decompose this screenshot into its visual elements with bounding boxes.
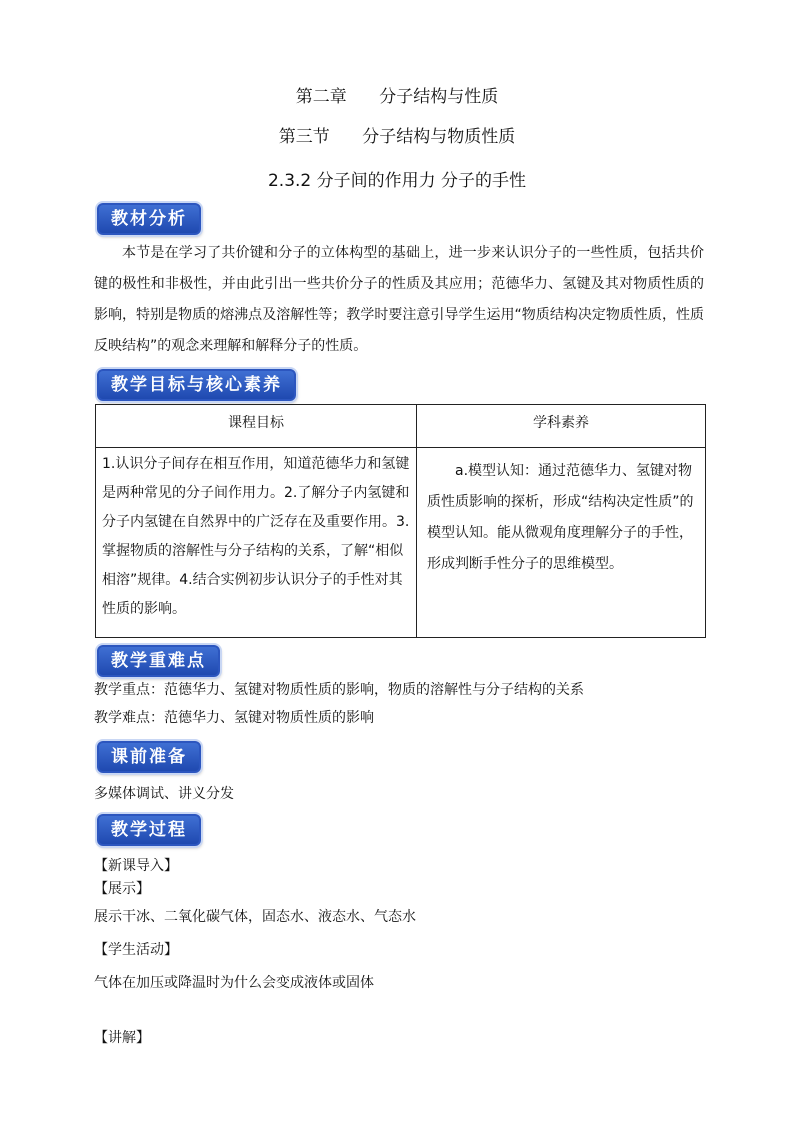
section-badge-preparation: 课前准备 (97, 741, 201, 773)
process-lecture-label: 【讲解】 (94, 1030, 150, 1046)
chapter-title: 第二章 分子结构与性质 (295, 87, 499, 107)
process-activity-text: 气体在加压或降温时为什么会变成液体或固体 (94, 975, 374, 991)
table-header-literacy: 学科素养 (417, 405, 706, 448)
course-goals-cell (96, 448, 417, 638)
process-intro-label: 【新课导入】 (94, 858, 178, 874)
table-header-course-goals: 课程目标 (96, 405, 417, 448)
section-badge-process: 教学过程 (97, 814, 201, 846)
analysis-paragraph: 本节是在学习了共价键和分子的立体构型的基础上，进一步来认识分子的一些性质，包括共价键的极性和非极性，并由此引出一些共价分子的性质及其应用；范德华力、氢键及其对物质性质的影响，特别是物质的熔沸点及溶解性等；教学时要注意引导学生运用“物质结构决定物质性质，性质反映结构”的观念来理解和解释分子的性质。 (94, 245, 704, 354)
process-activity-label: 【学生活动】 (94, 942, 178, 958)
lesson-title: 2.3.2 分子间的作用力 分子的手性 (267, 171, 527, 191)
section-badge-key-points: 教学重难点 (97, 645, 220, 677)
section-badge-goals: 教学目标与核心素养 (97, 369, 296, 401)
key-point-focus: 教学重点：范德华力、氢键对物质性质的影响，物质的溶解性与分子结构的关系 (94, 682, 584, 698)
course-goals-text: 1.认识分子间存在相互作用，知道范德华力和氢键是两种常见的分子间作用力。2.了解分子内氢键和分子内氢键在自然界中的广泛存在及重要作用。3.掌握物质的溶解性与分子结构的关系，了解“相似相溶”规律。4.结合实例初步认识分子的手性对其性质的影响。 (102, 456, 410, 617)
process-show-text: 展示干冰、二氧化碳气体，固态水、液态水、气态水 (94, 909, 416, 925)
literacy-cell (417, 448, 706, 638)
goals-table (95, 404, 706, 638)
process-show-label: 【展示】 (94, 881, 150, 897)
literacy-text: a.模型认知：通过范德华力、氢键对物质性质影响的探析，形成“结构决定性质”的模型认知。能从微观角度理解分子的手性，形成判断手性分子的思维模型。 (427, 463, 694, 572)
section-badge-analysis: 教材分析 (97, 203, 201, 235)
key-point-difficulty: 教学难点：范德华力、氢键对物质性质的影响 (94, 710, 374, 726)
preparation-text: 多媒体调试、讲义分发 (94, 786, 234, 802)
section-title: 第三节 分子结构与物质性质 (278, 127, 516, 147)
